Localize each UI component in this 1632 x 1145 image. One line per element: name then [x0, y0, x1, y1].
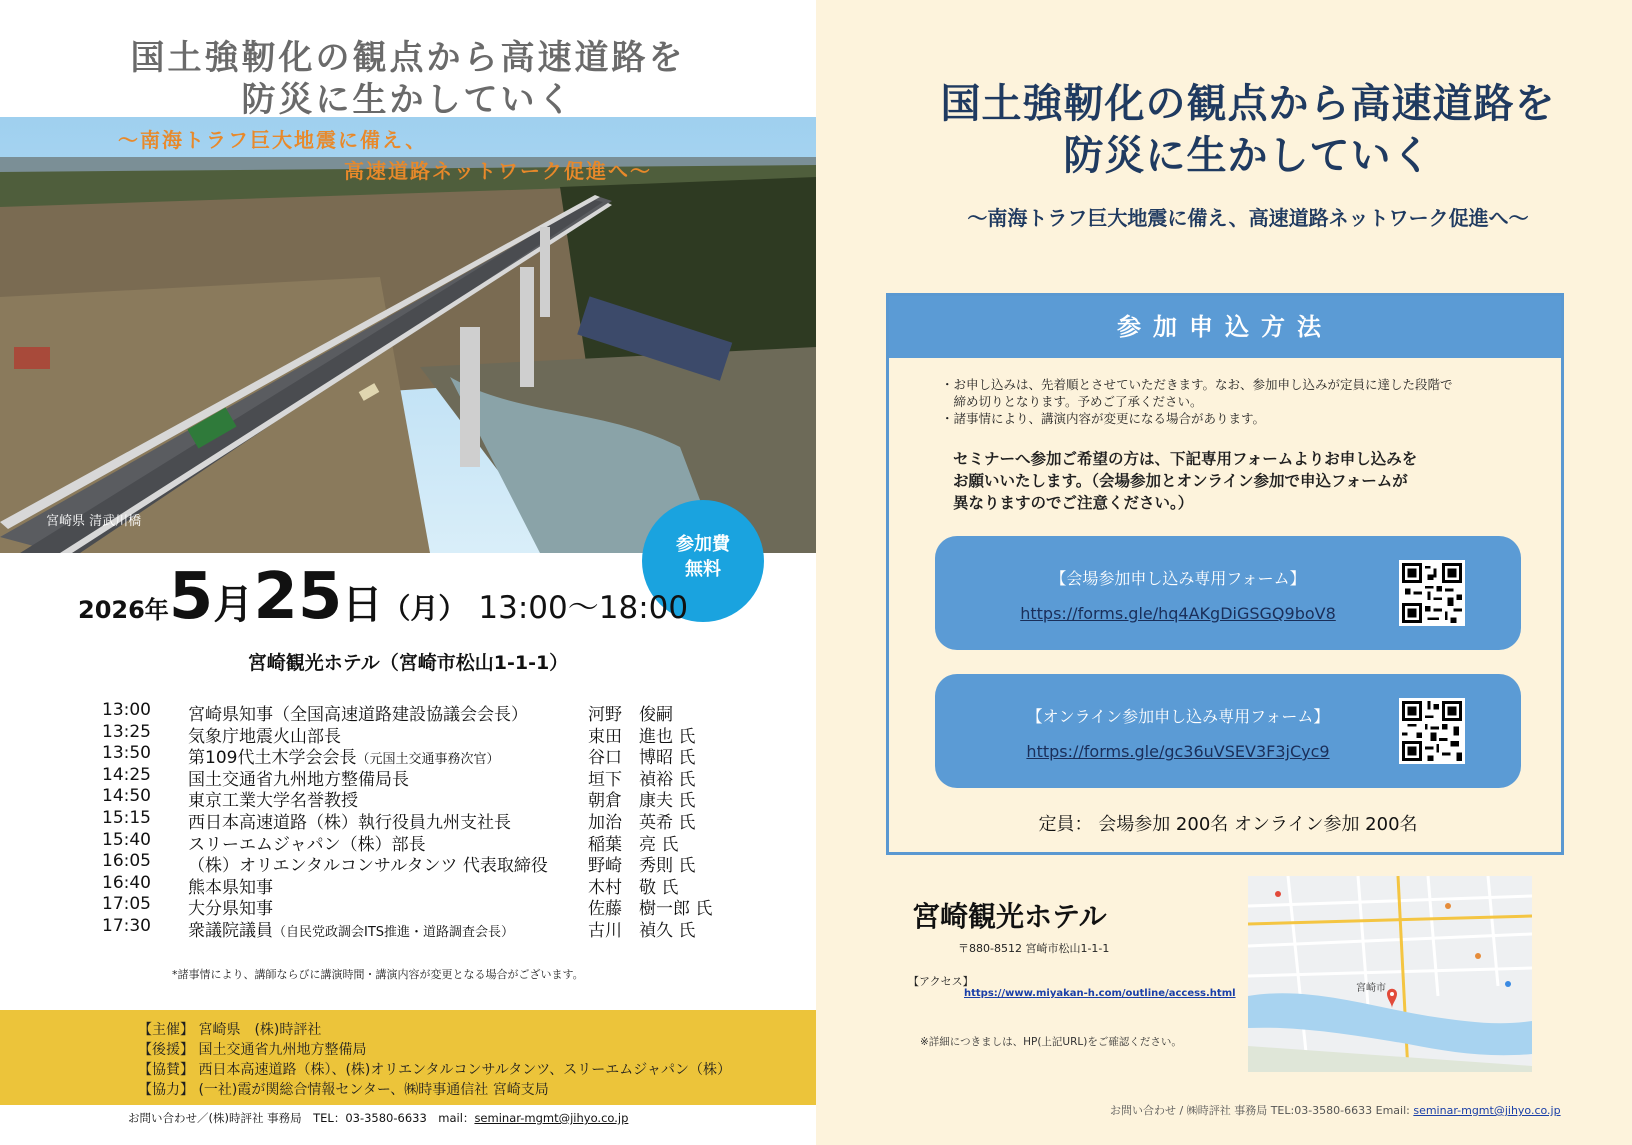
application-heading: 参加申込方法: [889, 296, 1561, 358]
left-subtitle-line-2: 高速道路ネットワーク促進へ～: [344, 159, 652, 183]
venue-map[interactable]: [1248, 876, 1532, 1072]
schedule-speaker: 加治 英希 氏: [588, 812, 696, 833]
schedule-speaker: 河野 俊嗣: [588, 705, 673, 725]
schedule-row: [102, 829, 762, 855]
schedule-row: [102, 872, 762, 898]
organizer-line: 【協力】 (一社)霞が関総合情報センター、㈱時事通信社 宮崎支局: [138, 1082, 549, 1098]
venue: 宮崎観光ホテル（宮崎市松山1-1-1）: [247, 652, 569, 674]
schedule-row: [102, 764, 762, 790]
date-year: 2026年: [78, 596, 169, 624]
schedule-role: 東京工業大学名誉教授: [188, 791, 358, 812]
schedule-role: 西日本高速道路（株）執行役員九州支社長: [188, 812, 511, 833]
event-time: 13:00～18:00: [478, 590, 689, 626]
online-form-link[interactable]: https://forms.gle/gc36uVSEV3F3jCyc9: [1026, 742, 1330, 761]
instruction-line: お願いいたします。（会場参加とオンライン参加で申込フォームが: [953, 472, 1408, 490]
schedule-row: [102, 700, 762, 725]
schedule-role: 大分県知事: [188, 899, 273, 920]
online-form-label: 【オンライン参加申し込み専用フォーム】: [1026, 707, 1330, 726]
schedule-row: [102, 786, 762, 812]
left-contact: [128, 1110, 628, 1126]
schedule-role: 宮崎県知事（全国高速道路建設協議会会長）: [188, 705, 528, 725]
organizer-line: 【後援】 国土交通省九州地方整備局: [138, 1042, 367, 1058]
capacity: 定員： 会場参加 200名 オンライン参加 200名: [1038, 814, 1418, 835]
schedule-role: （株）オリエンタルコンサルタンツ 代表取締役: [188, 856, 548, 877]
access-link[interactable]: https://www.miyakan-h.com/outline/access.html: [964, 988, 1236, 999]
schedule-role-main: 第109代土木学会会長: [188, 748, 357, 769]
schedule-list: [102, 700, 762, 941]
venue-form-qr-code[interactable]: [1399, 560, 1465, 626]
access-label: 【アクセス】: [908, 975, 974, 988]
schedule-role-note: （元国土交通事務次官）: [356, 752, 500, 768]
organizer-line: 【協賛】 西日本高速道路（株）、(株)オリエンタルコンサルタンツ、スリーエムジャパン（株）: [138, 1062, 732, 1078]
schedule-time: 15:40: [102, 829, 151, 850]
schedule-time: 13:25: [102, 721, 151, 742]
venue-form-card: [935, 536, 1521, 650]
left-contact-text: お問い合わせ／(株)時評社 事務局 TEL：03-3580-6633 mail：: [128, 1111, 475, 1125]
fee-label: 参加費: [676, 534, 730, 555]
application-note: 締め切りとなります。予めご了承ください。: [941, 394, 1203, 409]
schedule-time: 14:50: [102, 786, 151, 807]
schedule-row: [102, 807, 762, 833]
schedule-time: 17:05: [102, 894, 151, 915]
schedule-speaker: 木村 敬 氏: [588, 877, 679, 898]
schedule-row: [102, 915, 762, 941]
schedule-time: 16:40: [102, 872, 151, 893]
date-weekday: （月）: [382, 592, 467, 625]
schedule-speaker: 野崎 秀則 氏: [588, 856, 696, 877]
right-contact: [1110, 1102, 1561, 1118]
schedule-row: [102, 743, 762, 769]
left-title-line-2: 防災に生かしていく: [241, 80, 575, 120]
online-form-qr-code[interactable]: [1399, 698, 1465, 764]
application-box: [886, 293, 1564, 855]
schedule-row: [102, 894, 762, 920]
schedule-speaker: 束田 進也 氏: [588, 726, 696, 747]
organizer-band: [0, 1010, 816, 1105]
hotel-name: 宮崎観光ホテル: [912, 900, 1107, 933]
instruction-line: セミナーへ参加ご希望の方は、下記専用フォームよりお申し込みを: [953, 450, 1418, 468]
date-day-unit: 日: [342, 582, 383, 628]
schedule-speaker: 佐藤 樹一郎 氏: [588, 899, 713, 920]
schedule-role: 気象庁地震火山部長: [188, 726, 341, 747]
photo-caption: 宮崎県 清武川橋: [46, 514, 142, 529]
online-form-card: [935, 674, 1521, 788]
schedule-speaker: 垣下 禎裕 氏: [588, 769, 696, 790]
left-subtitle-line-1: ～南海トラフ巨大地震に備え、: [118, 128, 428, 152]
schedule-time: 16:05: [102, 851, 151, 872]
schedule-role-main: 衆議院議員: [188, 920, 273, 941]
fee-value: 無料: [685, 559, 721, 580]
event-date: [78, 560, 688, 640]
right-title-line-1: 国土強靭化の観点から高速道路を: [940, 81, 1556, 127]
schedule-speaker: 谷口 博昭 氏: [588, 748, 696, 769]
schedule-time: 13:50: [102, 743, 151, 764]
left-title-line-1: 国土強靭化の観点から高速道路を: [130, 38, 686, 78]
date-day: 25: [253, 560, 343, 634]
hotel-address: 〒880-8512 宮崎市松山1-1-1: [958, 942, 1110, 955]
schedule-speaker: 稲葉 亮 氏: [588, 834, 679, 855]
right-contact-email-link[interactable]: seminar-mgmt@jihyo.co.jp: [1413, 1104, 1561, 1117]
schedule-time: 14:25: [102, 764, 151, 785]
application-note: ・諸事情により、講演内容が変更になる場合があります。: [941, 411, 1266, 426]
hp-note: ※詳細につきましは、HP(上記URL)をご確認ください。: [920, 1036, 1182, 1048]
organizer-line: 【主催】 宮崎県 (株)時評社: [138, 1022, 322, 1038]
schedule-role: [188, 916, 514, 941]
date-month-unit: 月: [213, 582, 254, 628]
schedule-time: 15:15: [102, 807, 151, 828]
schedule-role: スリーエムジャパン（株）部長: [188, 834, 426, 855]
venue-form-label: 【会場参加申し込み専用フォーム】: [1050, 569, 1306, 588]
schedule-role: 熊本県知事: [188, 877, 273, 898]
application-notes: [941, 376, 1453, 427]
schedule-time: 17:30: [102, 915, 151, 936]
application-instructions: [953, 448, 1417, 514]
right-subtitle: ～南海トラフ巨大地震に備え、高速道路ネットワーク促進へ～: [967, 206, 1529, 230]
schedule-role: 国土交通省九州地方整備局長: [188, 769, 409, 790]
date-month: 5: [168, 560, 214, 634]
instruction-line: 異なりますのでご注意ください。）: [953, 494, 1194, 512]
schedule-row: [102, 721, 762, 747]
schedule-speaker: 朝倉 康夫 氏: [588, 791, 696, 812]
right-title-line-2: 防災に生かしていく: [1063, 133, 1433, 179]
left-contact-email-link[interactable]: seminar-mgmt@jihyo.co.jp: [474, 1111, 629, 1125]
map-city-label: 宮崎市: [1356, 983, 1386, 994]
schedule-time: 13:00: [102, 700, 151, 720]
schedule-row: [102, 851, 762, 877]
schedule-speaker: 古川 禎久 氏: [588, 920, 696, 941]
application-note: ・お申し込みは、先着順とさせていただきます。なお、参加申し込みが定員に達した段階で: [941, 377, 1453, 392]
schedule-note: *諸事情により、講師ならびに講演時間・講演内容が変更となる場合がございます。: [172, 968, 584, 981]
right-flyer-page: [816, 0, 1632, 1145]
schedule-role-note: （自民党政調会ITS推進・道路調査会長）: [273, 924, 515, 940]
right-contact-text: お問い合わせ / ㈱時評社 事務局 TEL:03-3580-6633 Email:: [1110, 1104, 1414, 1117]
venue-form-link[interactable]: https://forms.gle/hq4AKgDiGSGQ9boV8: [1020, 604, 1336, 623]
